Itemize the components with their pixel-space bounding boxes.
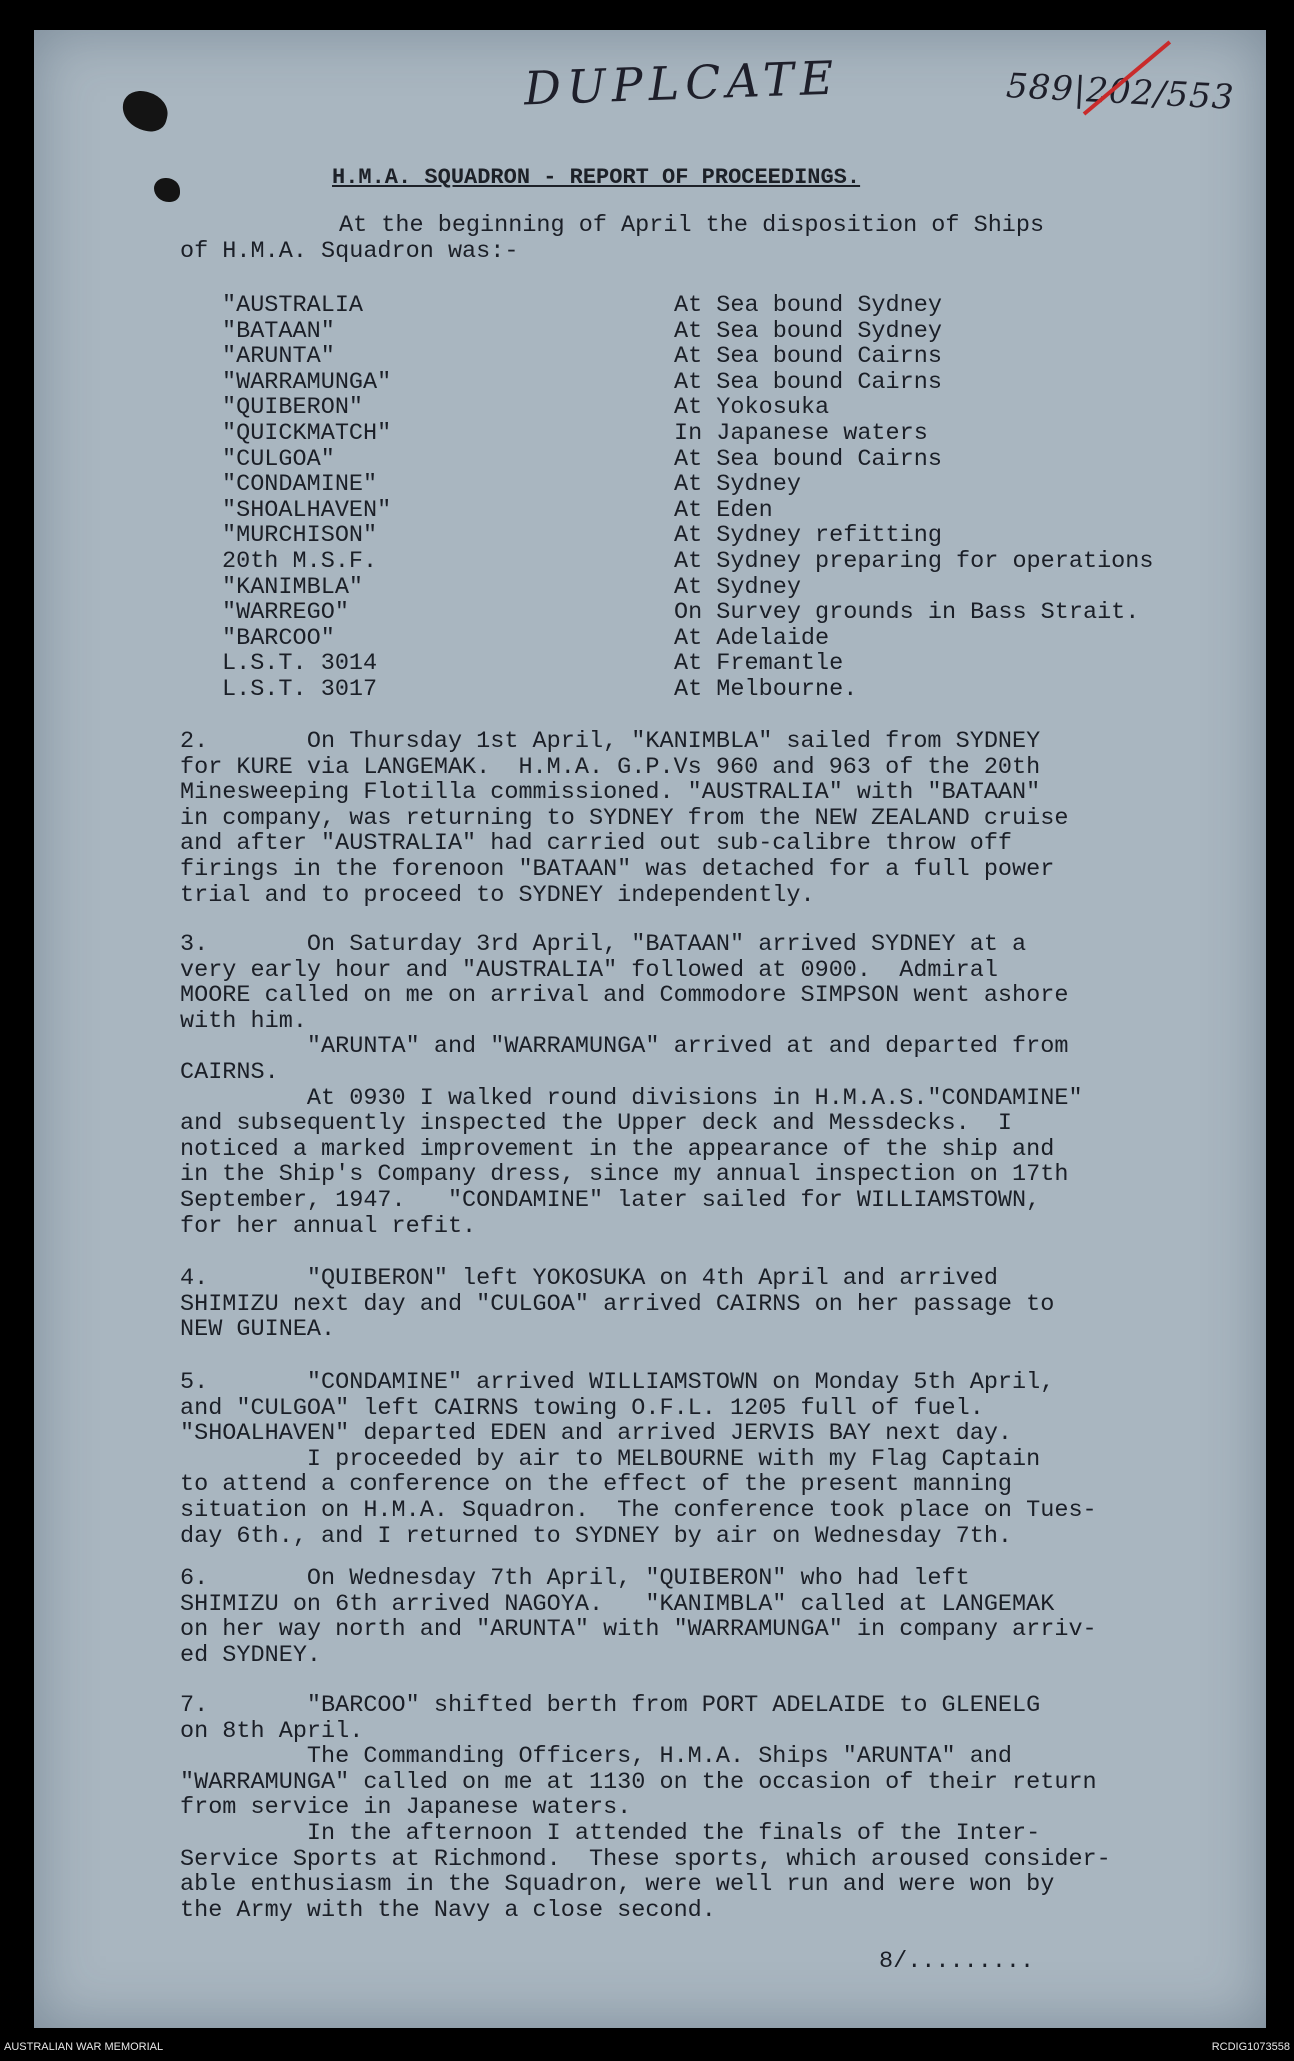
paragraph-line: I proceeded by air to MELBOURNE with my Flag Captain — [180, 1445, 1041, 1473]
paragraph-line: 4. "QUIBERON" left YOKOSUKA on 4th April and arrived — [180, 1265, 998, 1292]
paragraph-line: day 6th., and I returned to SYDNEY by air on Wednesday 7th. — [180, 1522, 1013, 1550]
disposition-location: At Sea bound Cairns — [674, 368, 942, 396]
disposition-location: At Adelaide — [674, 624, 830, 652]
paragraph-line: on her way north and "ARUNTA" with "WARRAMUNGA" in company arriv- — [180, 1616, 1097, 1644]
disposition-ship: "BATAAN" — [222, 317, 335, 345]
punch-hole — [118, 87, 172, 136]
document-page — [34, 30, 1266, 2028]
document-title: H.M.A. SQUADRON - REPORT OF PROCEEDINGS. — [332, 165, 861, 190]
paragraph-line: the Army with the Navy a close second. — [180, 1896, 716, 1924]
disposition-location: At Sea bound Sydney — [674, 292, 942, 319]
disposition-location: At Sea bound Sydney — [674, 317, 942, 345]
paragraph-line: Service Sports at Richmond. These sports, which aroused consider- — [180, 1845, 1111, 1873]
handwritten-file-reference: 589|202/553 — [1005, 66, 1236, 118]
disposition-ship: "WARRAMUNGA" — [222, 368, 392, 396]
punch-hole — [154, 178, 180, 202]
paragraph-line: in the Ship's Company dress, since my annual inspection on 17th — [180, 1161, 1069, 1189]
paragraph-line: from service in Japanese waters. — [180, 1794, 632, 1822]
disposition-ship: L.S.T. 3017 — [222, 676, 378, 703]
intro-line: of H.M.A. Squadron was:- — [180, 238, 519, 265]
paragraph-line: SHIMIZU on 6th arrived NAGOYA. "KANIMBLA" called at LANGEMAK — [180, 1590, 1055, 1618]
disposition-location: At Melbourne. — [674, 676, 858, 703]
handwritten-duplicate-note: DUPLCATE — [523, 50, 841, 116]
disposition-ship: "ARUNTA" — [222, 343, 335, 371]
disposition-location: At Sydney — [674, 573, 801, 601]
paragraph-line: situation on H.M.A. Squadron. The conference took place on Tues- — [180, 1497, 1097, 1524]
paragraph-line: CAIRNS. — [180, 1059, 279, 1086]
disposition-location: On Survey grounds in Bass Strait. — [674, 599, 1140, 627]
paragraph-line: for KURE via LANGEMAK. H.M.A. G.P.Vs 960 and 963 of the 20th — [180, 753, 1041, 781]
disposition-ship: "MURCHISON" — [222, 522, 378, 550]
paragraph-line: firings in the forenoon "BATAAN" was detached for a full power — [180, 856, 1055, 883]
paragraph-line: 6. On Wednesday 7th April, "QUIBERON" who had left — [180, 1565, 970, 1592]
disposition-ship: "AUSTRALIA — [222, 292, 364, 319]
paragraph-line: 2. On Thursday 1st April, "KANIMBLA" sailed from SYDNEY — [180, 728, 1041, 755]
archive-id: RCDIG1073558 — [1211, 2041, 1290, 2053]
disposition-ship: "QUICKMATCH" — [222, 420, 392, 447]
paragraph-line: for her annual refit. — [180, 1212, 477, 1240]
paragraph-line: trial and to proceed to SYDNEY independently. — [180, 881, 815, 909]
disposition-location: At Eden — [674, 496, 773, 524]
paragraph-line: and subsequently inspected the Upper deck and Messdecks. I — [180, 1110, 1013, 1138]
paragraph-line: in company, was returning to SYDNEY from the NEW ZEALAND cruise — [180, 804, 1069, 832]
paragraph-line: In the afternoon I attended the finals of the Inter- — [180, 1820, 1041, 1847]
paragraph-line: "ARUNTA" and "WARRAMUNGA" arrived at and departed from — [180, 1033, 1069, 1061]
paragraph-line: to attend a conference on the effect of the present manning — [180, 1471, 1013, 1499]
paragraph-line: and "CULGOA" left CAIRNS towing O.F.L. 1205 full of fuel. — [180, 1394, 984, 1422]
disposition-location: At Sea bound Cairns — [674, 343, 942, 371]
intro-line: At the beginning of April the disposition of Ships — [339, 212, 1045, 239]
paragraph-line: 5. "CONDAMINE" arrived WILLIAMSTOWN on Monday 5th April, — [180, 1369, 1055, 1396]
disposition-ship: 20th M.S.F. — [222, 548, 378, 575]
paragraph-line: Minesweeping Flotilla commissioned. "AUSTRALIA" with "BATAAN" — [180, 779, 1041, 807]
disposition-ship: "WARREGO" — [222, 599, 349, 627]
paragraph-line: very early hour and "AUSTRALIA" followed at 0900. Admiral — [180, 956, 998, 984]
paragraph-line: noticed a marked improvement in the appearance of the ship and — [180, 1135, 1055, 1163]
disposition-ship: "BARCOO" — [222, 624, 335, 652]
paragraph-line: NEW GUINEA. — [180, 1316, 336, 1344]
continuation-marker: 8/......... — [879, 1948, 1035, 1975]
paragraph-line: "SHOALHAVEN" departed EDEN and arrived JERVIS BAY next day. — [180, 1420, 1013, 1448]
paragraph-line: with him. — [180, 1007, 307, 1035]
paragraph-line: 7. "BARCOO" shifted berth from PORT ADELAIDE to GLENELG — [180, 1692, 1041, 1719]
paragraph-line: MOORE called on me on arrival and Commodore SIMPSON went ashore — [180, 982, 1069, 1010]
paragraph-line: The Commanding Officers, H.M.A. Ships "ARUNTA" and — [180, 1743, 1013, 1771]
paragraph-line: "WARRAMUNGA" called on me at 1130 on the occasion of their return — [180, 1768, 1097, 1796]
paragraph-line: September, 1947. "CONDAMINE" later sailed for WILLIAMSTOWN, — [180, 1187, 1041, 1214]
disposition-location: In Japanese waters — [674, 420, 928, 447]
disposition-location: At Sydney refitting — [674, 522, 942, 550]
disposition-location: At Sea bound Cairns — [674, 445, 942, 473]
paragraph-line: At 0930 I walked round divisions in H.M.A.S."CONDAMINE" — [180, 1084, 1083, 1112]
disposition-ship: "CONDAMINE" — [222, 471, 378, 499]
paragraph-line: able enthusiasm in the Squadron, were well run and were won by — [180, 1871, 1055, 1899]
archive-credit: AUSTRALIAN WAR MEMORIAL — [4, 2041, 164, 2053]
paragraph-line: 3. On Saturday 3rd April, "BATAAN" arrived SYDNEY at a — [180, 931, 1027, 958]
disposition-ship: "KANIMBLA" — [222, 573, 364, 601]
disposition-ship: L.S.T. 3014 — [222, 650, 378, 678]
paragraph-line: and after "AUSTRALIA" had carried out sub-calibre throw off — [180, 830, 1013, 858]
disposition-ship: "SHOALHAVEN" — [222, 496, 392, 524]
disposition-location: At Fremantle — [674, 650, 844, 678]
paragraph-line: on 8th April. — [180, 1717, 364, 1745]
disposition-location: At Yokosuka — [674, 394, 830, 422]
disposition-ship: "QUIBERON" — [222, 394, 364, 422]
paragraph-line: SHIMIZU next day and "CULGOA" arrived CAIRNS on her passage to — [180, 1290, 1055, 1318]
disposition-location: At Sydney preparing for operations — [674, 548, 1154, 575]
paragraph-line: ed SYDNEY. — [180, 1641, 322, 1669]
disposition-location: At Sydney — [674, 471, 801, 499]
disposition-ship: "CULGOA" — [222, 445, 335, 473]
